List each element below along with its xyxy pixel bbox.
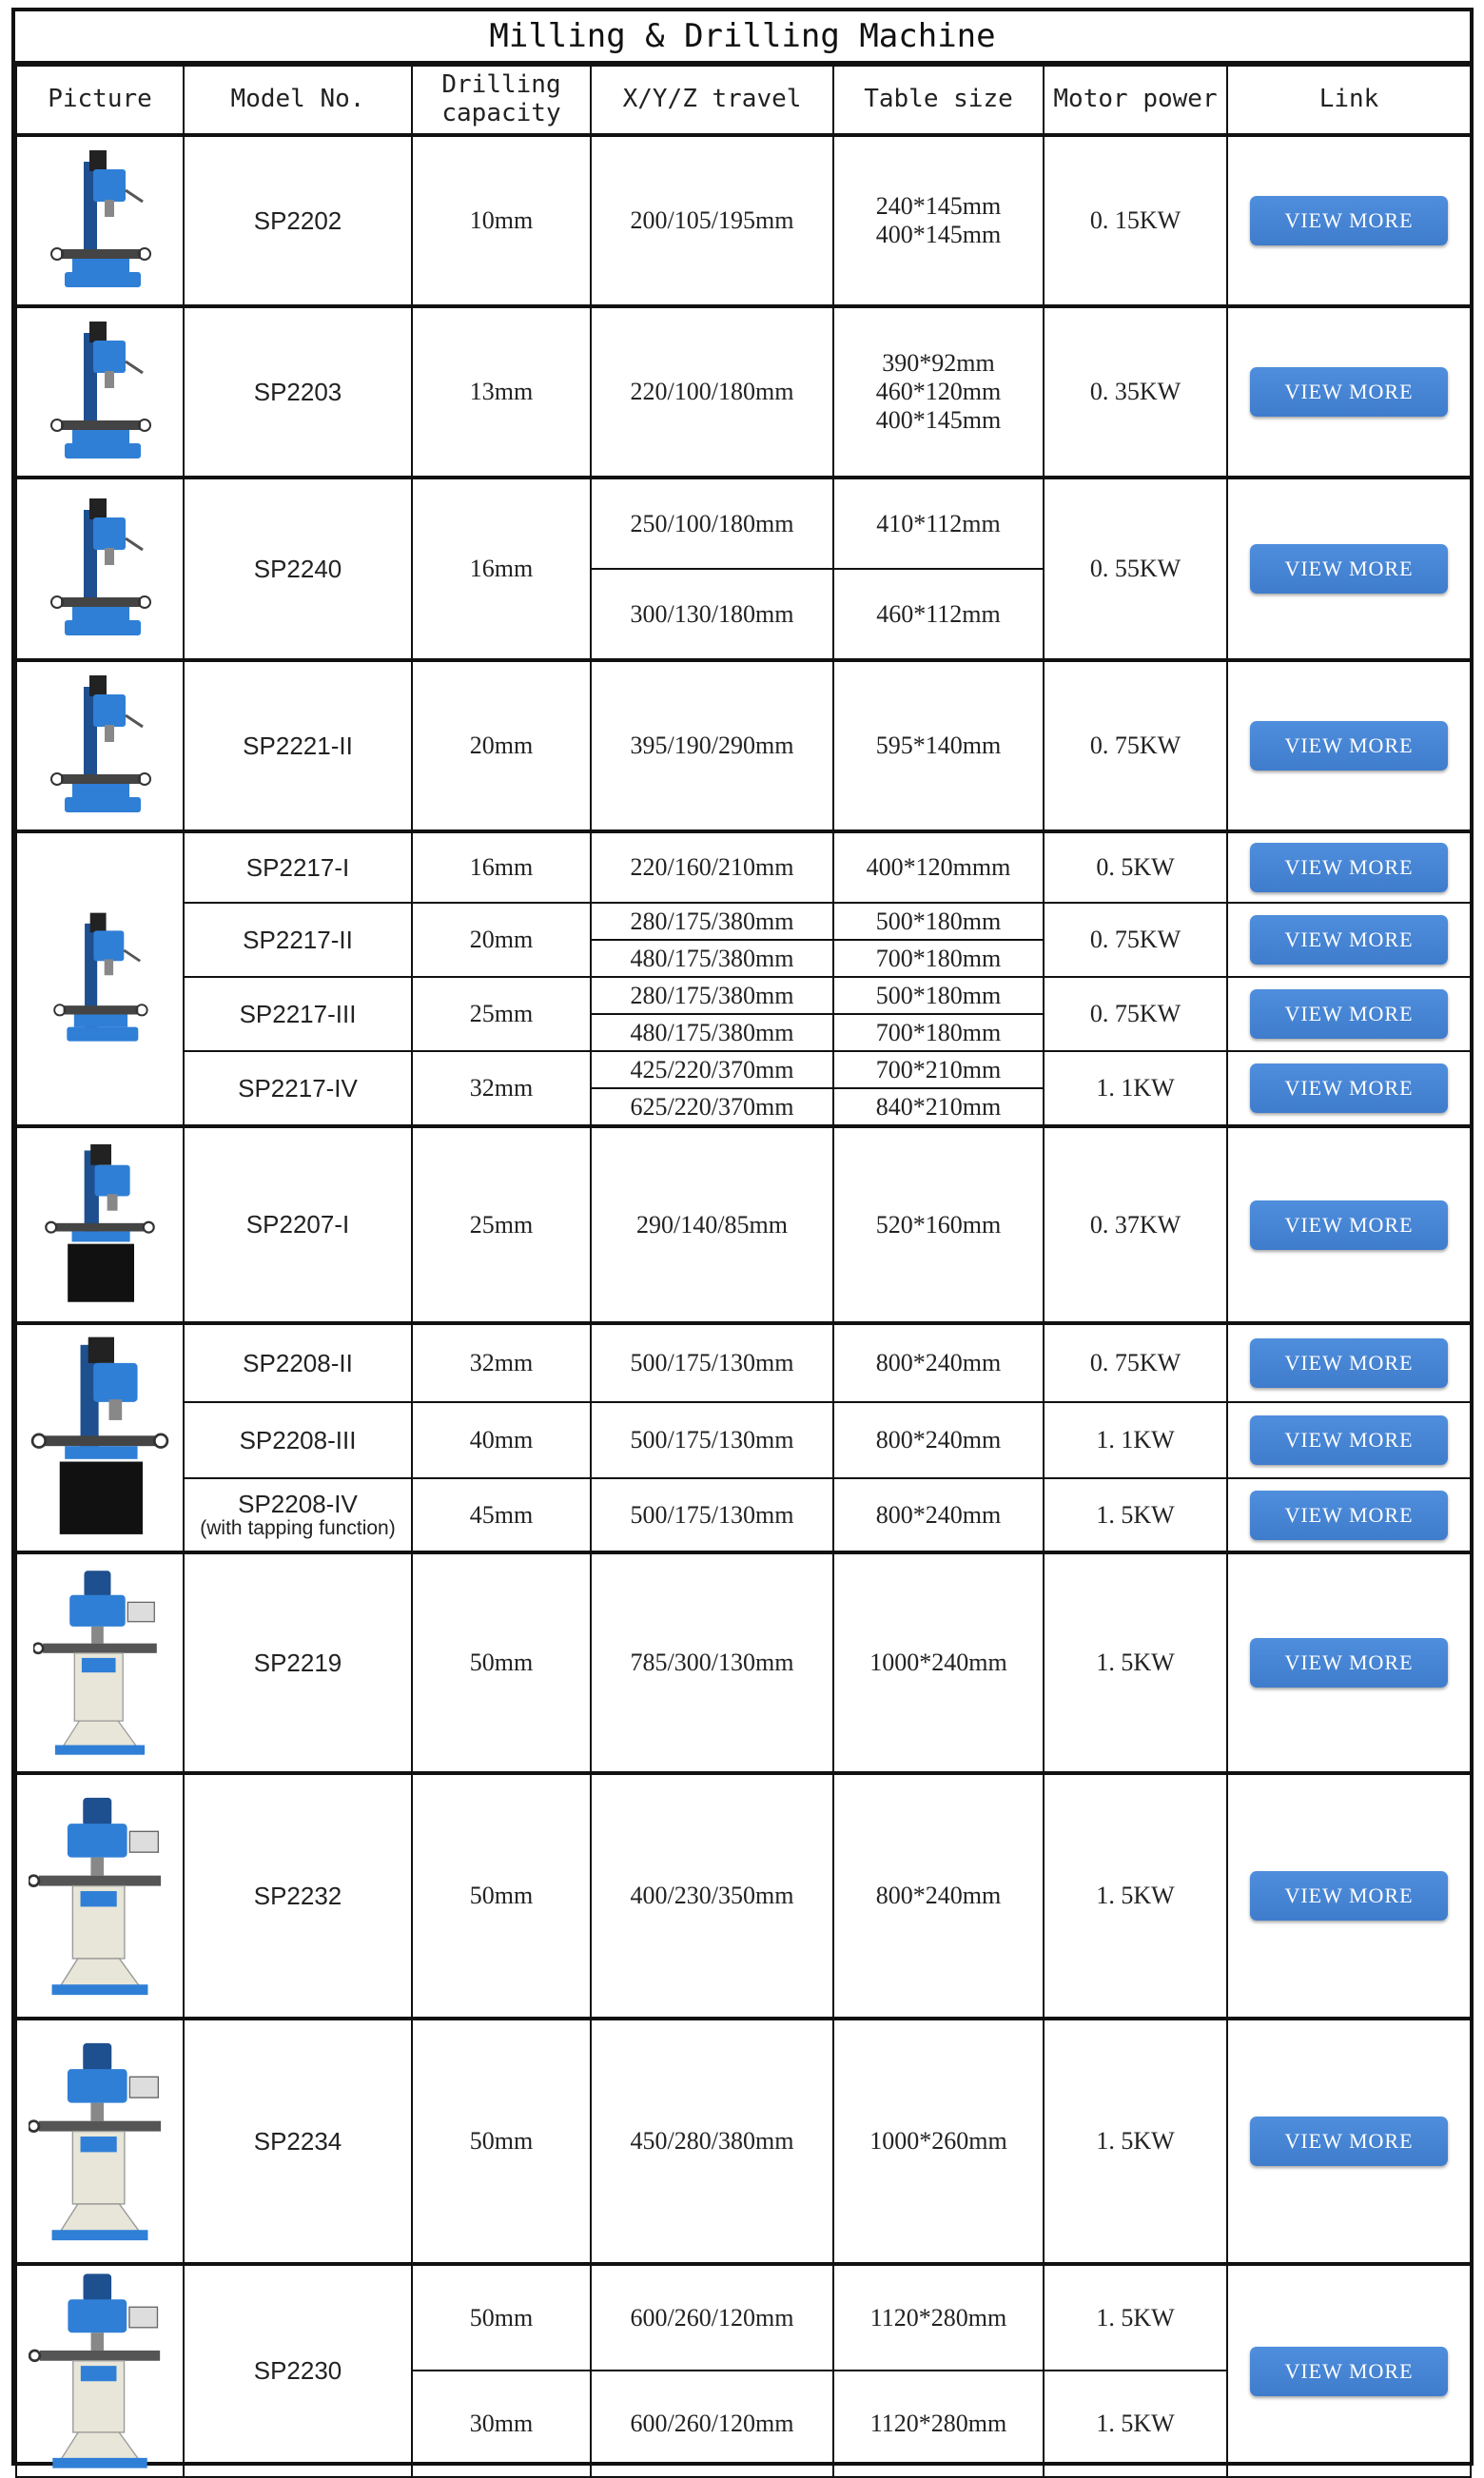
travel-cell: 280/175/380mm 480/175/380mm bbox=[591, 903, 833, 977]
model-cell: SP2230 bbox=[184, 2264, 412, 2477]
drilling-cell: 25mm bbox=[412, 977, 591, 1051]
view-more-button[interactable]: VIEW MORE bbox=[1250, 1063, 1448, 1113]
drilling-cell: 16mm bbox=[412, 831, 591, 903]
model-cell: SP2208-II bbox=[184, 1323, 412, 1402]
table-row bbox=[16, 1323, 1471, 1402]
table-row bbox=[16, 478, 1471, 660]
model-cell: SP2217-IV bbox=[184, 1051, 412, 1126]
drilling-cell: 16mm bbox=[412, 478, 591, 660]
link-cell bbox=[1227, 1402, 1471, 1478]
link-cell bbox=[1227, 1773, 1471, 2019]
link-cell bbox=[1227, 903, 1471, 977]
table-size-cell: 400*120mmm bbox=[833, 831, 1044, 903]
link-cell bbox=[1227, 1552, 1471, 1773]
table-row bbox=[16, 1478, 1471, 1552]
drilling-cell: 20mm bbox=[412, 660, 591, 831]
travel-cell: 500/175/130mm bbox=[591, 1478, 833, 1552]
drilling-cell: 45mm bbox=[412, 1478, 591, 1552]
travel-cell: 290/140/85mm bbox=[591, 1126, 833, 1323]
travel-cell: 600/260/120mm bbox=[591, 2371, 833, 2477]
motor-cell: 0. 37KW bbox=[1044, 1126, 1227, 1323]
model-cell: SP2217-I bbox=[184, 831, 412, 903]
view-more-button[interactable]: VIEW MORE bbox=[1250, 367, 1448, 417]
view-more-button[interactable]: VIEW MORE bbox=[1250, 721, 1448, 771]
table-row bbox=[16, 1402, 1471, 1478]
machine-photo bbox=[16, 1323, 184, 1552]
model-note: (with tapping function) bbox=[200, 1517, 396, 1539]
machine-photo bbox=[16, 1552, 184, 1773]
model-cell: SP2217-II bbox=[184, 903, 412, 977]
table-size-cell: 800*240mm bbox=[833, 1402, 1044, 1478]
table-row bbox=[16, 1126, 1471, 1323]
table-size-cell: 1000*240mm bbox=[833, 1552, 1044, 1773]
table-size-cell: 390*92mm 460*120mm 400*145mm bbox=[833, 306, 1044, 478]
view-more-button[interactable]: VIEW MORE bbox=[1250, 1415, 1448, 1465]
table-row bbox=[16, 135, 1471, 306]
drilling-cell: 25mm bbox=[412, 1126, 591, 1323]
header-table-size: Table size bbox=[833, 66, 1044, 135]
machine-photo bbox=[16, 660, 184, 831]
table-size-cell: 1120*280mm bbox=[833, 2371, 1044, 2477]
link-cell bbox=[1227, 2264, 1471, 2477]
travel-cell: 425/220/370mm 625/220/370mm bbox=[591, 1051, 833, 1126]
motor-cell: 1. 5KW bbox=[1044, 1478, 1227, 1552]
machine-photo bbox=[16, 2264, 184, 2477]
drilling-cell: 50mm bbox=[412, 2019, 591, 2264]
table-row bbox=[16, 1051, 1471, 1126]
link-cell bbox=[1227, 977, 1471, 1051]
header-model: Model No. bbox=[184, 66, 412, 135]
machine-photo bbox=[16, 306, 184, 478]
model-cell: SP2203 bbox=[184, 306, 412, 478]
table-title: Milling & Drilling Machine bbox=[15, 11, 1470, 65]
model-cell: SP2217-III bbox=[184, 977, 412, 1051]
motor-cell: 0. 75KW bbox=[1044, 903, 1227, 977]
view-more-button[interactable]: VIEW MORE bbox=[1250, 544, 1448, 594]
motor-cell: 1. 5KW bbox=[1044, 2371, 1227, 2477]
view-more-button[interactable]: VIEW MORE bbox=[1250, 989, 1448, 1039]
link-cell bbox=[1227, 831, 1471, 903]
motor-cell: 0. 55KW bbox=[1044, 478, 1227, 660]
motor-cell: 0. 75KW bbox=[1044, 660, 1227, 831]
header-link: Link bbox=[1227, 66, 1471, 135]
link-cell bbox=[1227, 660, 1471, 831]
view-more-button[interactable]: VIEW MORE bbox=[1250, 1638, 1448, 1688]
link-cell bbox=[1227, 1323, 1471, 1402]
view-more-button[interactable]: VIEW MORE bbox=[1250, 2117, 1448, 2166]
motor-cell: 0. 75KW bbox=[1044, 1323, 1227, 1402]
table-size-cell: 1000*260mm bbox=[833, 2019, 1044, 2264]
link-cell bbox=[1227, 1051, 1471, 1126]
link-cell bbox=[1227, 306, 1471, 478]
header-picture: Picture bbox=[16, 66, 184, 135]
motor-cell: 1. 5KW bbox=[1044, 2019, 1227, 2264]
table-size-cell: 500*180mm 700*180mm bbox=[833, 977, 1044, 1051]
spec-sheet bbox=[11, 8, 1474, 2466]
table-size-cell: 800*240mm bbox=[833, 1773, 1044, 2019]
motor-cell: 1. 5KW bbox=[1044, 2264, 1227, 2371]
table-row bbox=[16, 2264, 1471, 2371]
motor-cell: 0. 5KW bbox=[1044, 831, 1227, 903]
machine-photo bbox=[16, 478, 184, 660]
table-row bbox=[16, 903, 1471, 977]
travel-cell: 500/175/130mm bbox=[591, 1402, 833, 1478]
drilling-cell: 50mm bbox=[412, 2264, 591, 2371]
view-more-button[interactable]: VIEW MORE bbox=[1250, 1871, 1448, 1921]
drilling-cell: 50mm bbox=[412, 1552, 591, 1773]
travel-cell: 785/300/130mm bbox=[591, 1552, 833, 1773]
machine-photo bbox=[16, 2019, 184, 2264]
table-size-cell: 800*240mm bbox=[833, 1478, 1044, 1552]
table-size-cell: 520*160mm bbox=[833, 1126, 1044, 1323]
table-row bbox=[16, 1773, 1471, 2019]
table-row bbox=[16, 660, 1471, 831]
model-cell: SP2208-IV (with tapping function) bbox=[184, 1478, 412, 1552]
model-cell: SP2232 bbox=[184, 1773, 412, 2019]
motor-cell: 0. 15KW bbox=[1044, 135, 1227, 306]
table-size-cell: 240*145mm 400*145mm bbox=[833, 135, 1044, 306]
table-size-cell: 1120*280mm bbox=[833, 2264, 1044, 2371]
view-more-button[interactable]: VIEW MORE bbox=[1250, 843, 1448, 892]
header-drilling-capacity: Drilling capacity bbox=[412, 66, 591, 135]
travel-cell: 400/230/350mm bbox=[591, 1773, 833, 2019]
travel-cell: 600/260/120mm bbox=[591, 2264, 833, 2371]
motor-cell: 0. 75KW bbox=[1044, 977, 1227, 1051]
table-size-cell: 595*140mm bbox=[833, 660, 1044, 831]
spec-table bbox=[15, 65, 1472, 2478]
travel-cell: 280/175/380mm 480/175/380mm bbox=[591, 977, 833, 1051]
drilling-cell: 40mm bbox=[412, 1402, 591, 1478]
drilling-cell: 32mm bbox=[412, 1051, 591, 1126]
travel-cell: 450/280/380mm bbox=[591, 2019, 833, 2264]
travel-cell: 220/160/210mm bbox=[591, 831, 833, 903]
table-row bbox=[16, 831, 1471, 903]
drilling-cell: 13mm bbox=[412, 306, 591, 478]
view-more-button[interactable]: VIEW MORE bbox=[1250, 2347, 1448, 2396]
motor-cell: 1. 1KW bbox=[1044, 1402, 1227, 1478]
drilling-cell: 32mm bbox=[412, 1323, 591, 1402]
machine-photo bbox=[16, 1773, 184, 2019]
drilling-cell: 50mm bbox=[412, 1773, 591, 2019]
table-size-cell: 410*112mm 460*112mm bbox=[833, 478, 1044, 660]
model-cell: SP2208-III bbox=[184, 1402, 412, 1478]
table-row bbox=[16, 977, 1471, 1051]
view-more-button[interactable]: VIEW MORE bbox=[1250, 1491, 1448, 1540]
machine-photo bbox=[16, 1126, 184, 1323]
link-cell bbox=[1227, 1478, 1471, 1552]
view-more-button[interactable]: VIEW MORE bbox=[1250, 915, 1448, 965]
model-cell: SP2219 bbox=[184, 1552, 412, 1773]
model-cell: SP2202 bbox=[184, 135, 412, 306]
table-row bbox=[16, 2019, 1471, 2264]
model-cell: SP2221-II bbox=[184, 660, 412, 831]
drilling-cell: 10mm bbox=[412, 135, 591, 306]
table-size-cell: 800*240mm bbox=[833, 1323, 1044, 1402]
drilling-cell: 30mm bbox=[412, 2371, 591, 2477]
travel-cell: 250/100/180mm 300/130/180mm bbox=[591, 478, 833, 660]
travel-cell: 500/175/130mm bbox=[591, 1323, 833, 1402]
view-more-button[interactable]: VIEW MORE bbox=[1250, 1338, 1448, 1388]
link-cell bbox=[1227, 135, 1471, 306]
motor-cell: 1. 5KW bbox=[1044, 1773, 1227, 2019]
link-cell bbox=[1227, 478, 1471, 660]
table-row bbox=[16, 1552, 1471, 1773]
motor-cell: 0. 35KW bbox=[1044, 306, 1227, 478]
travel-cell: 200/105/195mm bbox=[591, 135, 833, 306]
table-size-cell: 500*180mm 700*180mm bbox=[833, 903, 1044, 977]
header-xyz-travel: X/Y/Z travel bbox=[591, 66, 833, 135]
link-cell bbox=[1227, 2019, 1471, 2264]
machine-photo bbox=[16, 135, 184, 306]
model-cell: SP2207-I bbox=[184, 1126, 412, 1323]
table-row bbox=[16, 306, 1471, 478]
travel-cell: 395/190/290mm bbox=[591, 660, 833, 831]
model-cell: SP2234 bbox=[184, 2019, 412, 2264]
header-motor-power: Motor power bbox=[1044, 66, 1227, 135]
model-cell: SP2240 bbox=[184, 478, 412, 660]
motor-cell: 1. 5KW bbox=[1044, 1552, 1227, 1773]
view-more-button[interactable]: VIEW MORE bbox=[1250, 196, 1448, 245]
machine-photo bbox=[16, 831, 184, 1126]
drilling-cell: 20mm bbox=[412, 903, 591, 977]
travel-cell: 220/100/180mm bbox=[591, 306, 833, 478]
table-size-cell: 700*210mm 840*210mm bbox=[833, 1051, 1044, 1126]
motor-cell: 1. 1KW bbox=[1044, 1051, 1227, 1126]
view-more-button[interactable]: VIEW MORE bbox=[1250, 1200, 1448, 1250]
link-cell bbox=[1227, 1126, 1471, 1323]
